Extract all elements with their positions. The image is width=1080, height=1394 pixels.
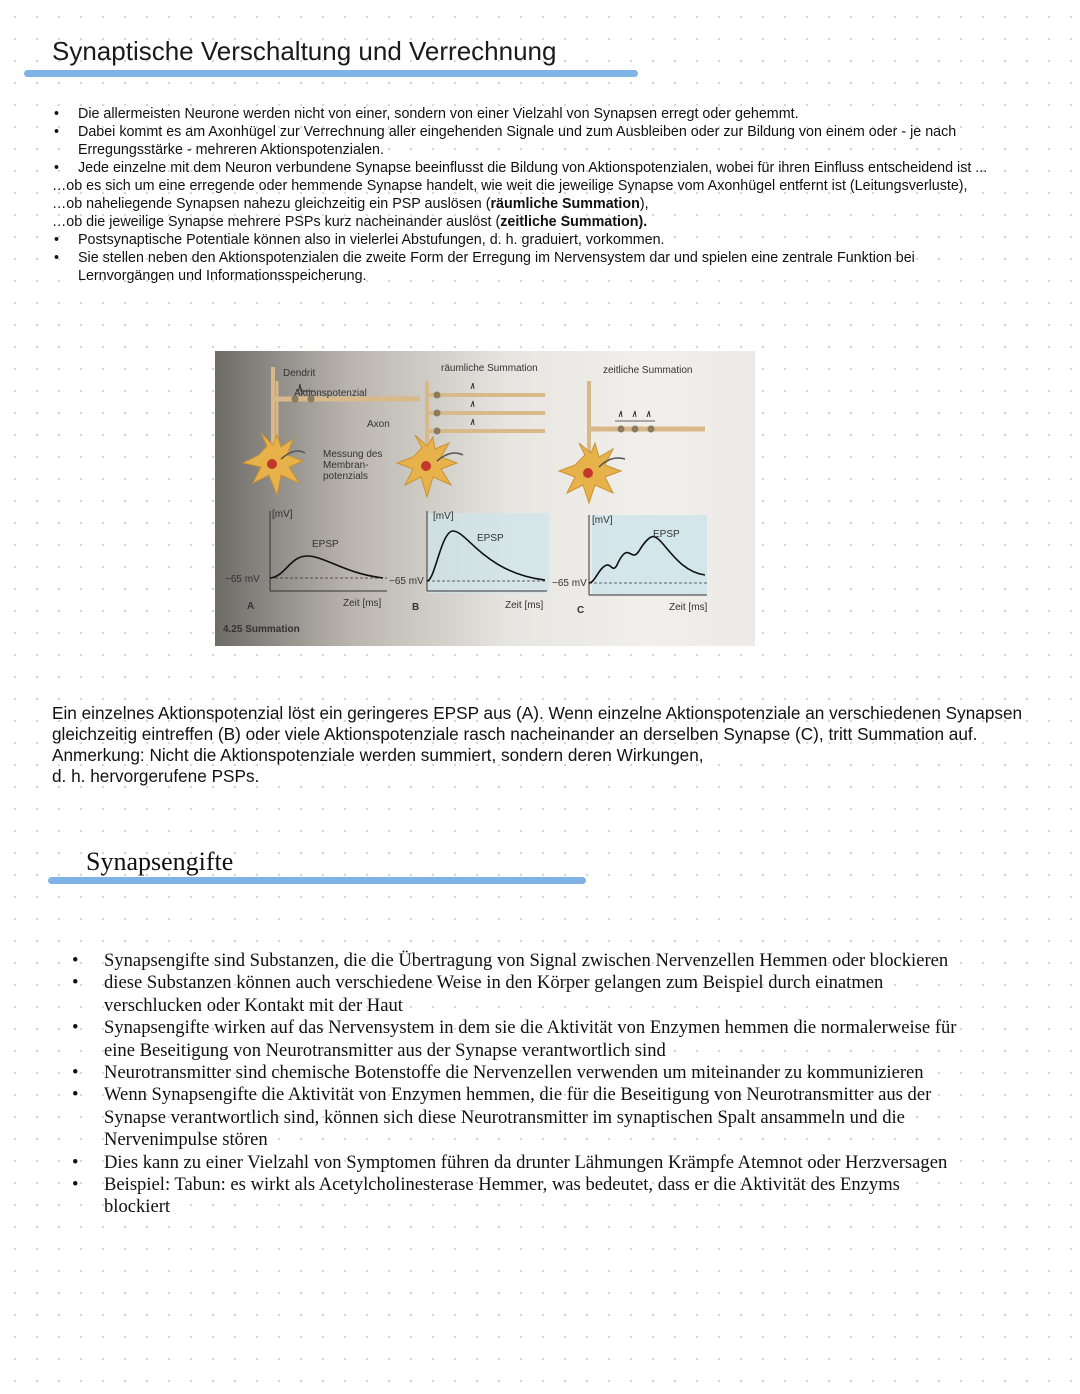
- section2-body: [70, 950, 970, 1219]
- list-item: • Die allermeisten Neurone werden nicht von einer, sondern von einer Vielzahl von Synapsen erregt oder gehemmt.: [52, 105, 1012, 123]
- section2-title: Synapsengifte: [86, 847, 234, 876]
- curve-label-c: EPSP: [653, 529, 680, 540]
- bullet-list: [70, 950, 970, 1219]
- list-item: • Dies kann zu einer Vielzahl von Symptomen führen da drunter Lähmungen Krämpfe Atemnot oder Herzversagen: [70, 1152, 970, 1174]
- condition-text: …ob die jeweilige Synapse mehrere PSPs kurz nacheinander auslöst (zeitliche Summation).: [52, 214, 648, 230]
- bold-term: zeitliche Summation).: [500, 214, 648, 230]
- x-axis-label-b: Zeit [ms]: [505, 600, 544, 611]
- section1-body: [52, 105, 1012, 285]
- panel-c-title: zeitliche Summation: [603, 365, 693, 376]
- list-item: • Wenn Synapsengifte die Aktivität von Enzymen hemmen, die für die Beseitigung von Neurotransmitter aus der Synapse verantwortlich sind, können sich diese Neurotransmitter im synaptischen Spalt ansammeln und die Nervenimpulse stören: [70, 1084, 970, 1151]
- explanation-text: [52, 703, 1042, 787]
- figure-caption: 4.25 Summation: [223, 624, 300, 635]
- note-line: Anmerkung: Nicht die Aktionspotenziale werden summiert, sondern deren Wirkungen,: [52, 745, 704, 765]
- curve-label-a: EPSP: [312, 539, 339, 550]
- section1-title: Synaptische Verschaltung und Verrechnung: [52, 36, 557, 66]
- label-measure-1: Messung des: [323, 449, 383, 460]
- panel-letter-c: C: [577, 605, 585, 616]
- baseline-label-a: −65 mV: [225, 574, 260, 585]
- label-measure-3: potenzials: [323, 471, 369, 482]
- y-axis-label-c: [mV]: [592, 515, 613, 526]
- baseline-label-b: −65 mV: [389, 576, 424, 587]
- y-axis-label-a: [mV]: [272, 509, 293, 520]
- y-axis-label-b: [mV]: [433, 511, 454, 522]
- list-item: • Synapsengifte wirken auf das Nervensystem in dem sie die Aktivität von Enzymen hemmen die normalerweise für eine Beseitigung von Neurotransmitter aus der Synapse verantwortlich sind: [70, 1017, 970, 1062]
- label-measure-2: Membran-: [323, 460, 369, 471]
- list-item: • Jede einzelne mit dem Neuron verbundene Synapse beeinflusst die Bildung von Aktionspotenzialen, wobei für ihren Einfluss entscheidend ist ...: [52, 159, 1012, 177]
- label-axon: Axon: [367, 419, 390, 430]
- panel-letter-b: B: [412, 602, 420, 613]
- summation-diagram: [215, 351, 755, 646]
- bullet-list: [52, 105, 1012, 177]
- list-item: • Postsynaptische Potentiale können also in vielerlei Abstufungen, d. h. graduiert, vorkommen.: [52, 231, 1012, 249]
- panel-b-title: räumliche Summation: [441, 363, 538, 374]
- bullet-list: [52, 231, 1012, 285]
- list-item: • Sie stellen neben den Aktionspotenzialen die zweite Form der Erregung im Nervensystem dar und spielen eine zentrale Funktion bei Lernvorgängen und Informationsspeicherung.: [52, 249, 1012, 285]
- bold-term: räumliche Summation: [490, 196, 640, 212]
- x-axis-label-a: Zeit [ms]: [343, 598, 382, 609]
- title-underline: [48, 877, 586, 884]
- condition-text: …ob es sich um eine erregende oder hemmende Synapse handelt, wie weit die jeweilige Synapse vom Axonhügel entfernt ist (Leitungsverluste),: [52, 178, 968, 194]
- panel-letter-a: A: [247, 601, 255, 612]
- explanation-paragraph: Ein einzelnes Aktionspotenzial löst ein geringeres EPSP aus (A). Wenn einzelne Aktionspotenziale an verschiedenen Synapsen gleichzeitig eintreffen (B) oder viele Aktionspotenziale rasch nacheinander an derselben Synapse (C), tritt Summation auf.: [52, 703, 1023, 744]
- note-line: d. h. hervorgerufene PSPs.: [52, 766, 260, 786]
- label-dendrite: Dendrit: [283, 368, 316, 379]
- list-item: • Synapsengifte sind Substanzen, die die Übertragung von Signal zwischen Nervenzellen Hemmen oder blockieren: [70, 950, 970, 972]
- list-item: • Neurotransmitter sind chemische Botenstoffe die Nervenzellen verwenden um miteinander zu kommunizieren: [70, 1062, 970, 1084]
- label-action-potential: Aktionspotenzial: [294, 388, 367, 399]
- curve-label-b: EPSP: [477, 533, 504, 544]
- list-item: • Dabei kommt es am Axonhügel zur Verrechnung aller eingehenden Signale und zum Ausbleiben oder zur Bildung von einem oder - je nach Erregungsstärke - mehreren Aktionspotenzialen.: [52, 123, 1012, 159]
- condition-text: …ob naheliegende Synapsen nahezu gleichzeitig ein PSP auslösen (räumliche Summation),: [52, 196, 649, 212]
- baseline-label-c: −65 mV: [552, 578, 587, 589]
- list-item: • Beispiel: Tabun: es wirkt als Acetylcholinesterase Hemmer, was bedeutet, dass er die Aktivität des Enzyms blockiert: [70, 1174, 970, 1219]
- list-item: • diese Substanzen können auch verschiedene Weise in den Körper gelangen zum Beispiel durch einatmen verschlucken oder Kontakt mit der Haut: [70, 972, 970, 1017]
- summation-figure: [215, 351, 755, 646]
- x-axis-label-c: Zeit [ms]: [669, 602, 708, 613]
- title-underline: [24, 70, 638, 77]
